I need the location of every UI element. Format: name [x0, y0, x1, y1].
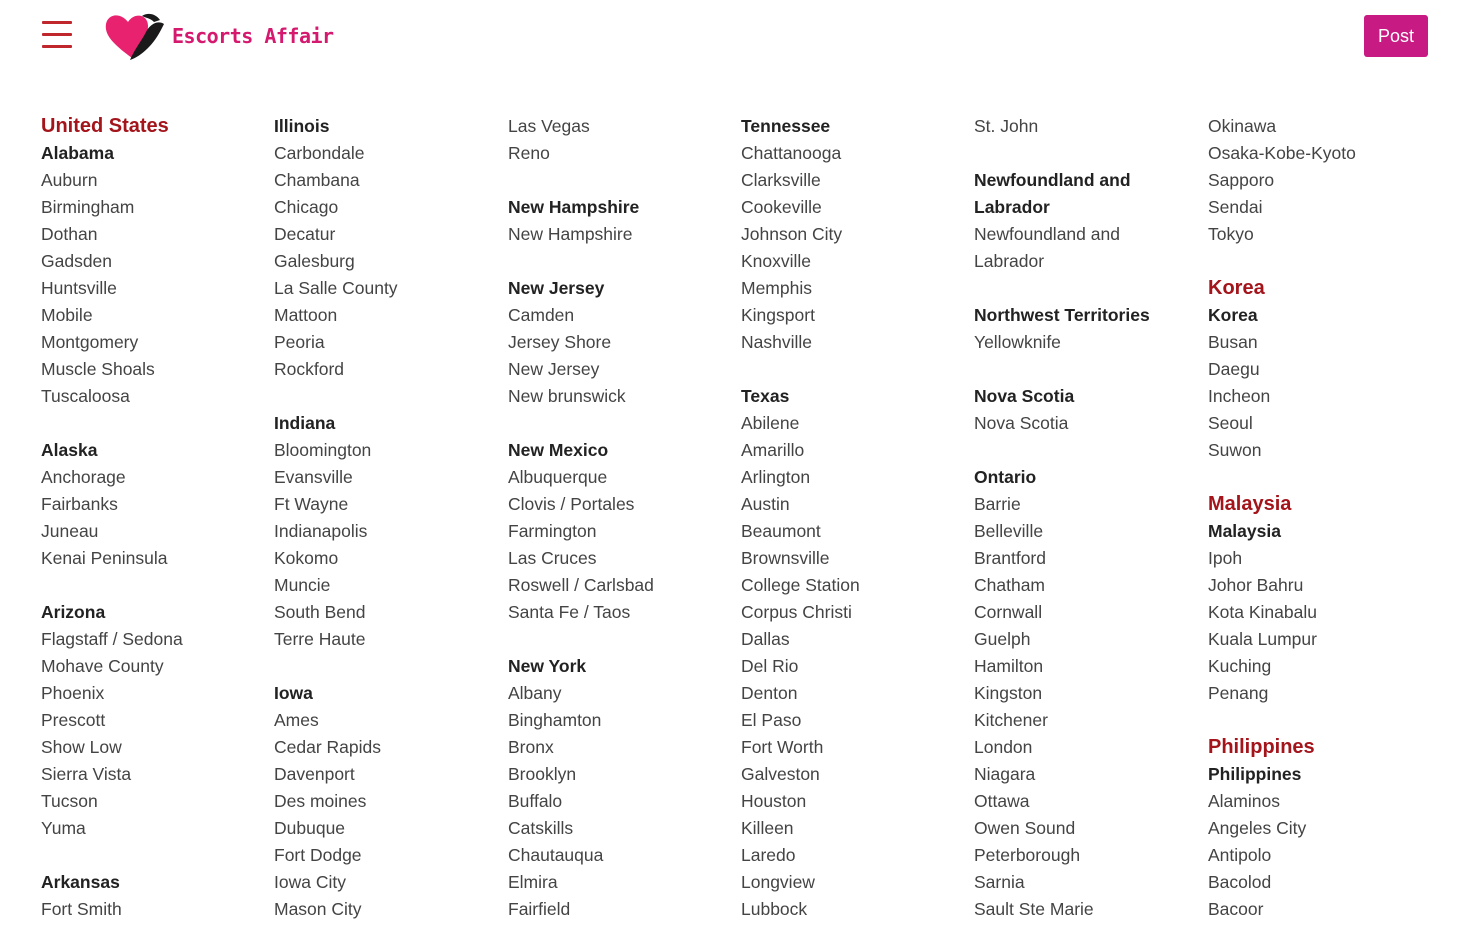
region-heading: New Hampshire [508, 197, 640, 217]
spacer [508, 410, 738, 437]
city-link[interactable]: Austin [741, 494, 790, 514]
city-link[interactable]: Birmingham [41, 197, 135, 217]
city-link[interactable]: Terre Haute [274, 629, 366, 649]
spacer [41, 842, 271, 869]
city-link[interactable]: Auburn [41, 170, 98, 190]
region-heading: Texas [741, 386, 790, 406]
city-link[interactable]: Albuquerque [508, 467, 608, 487]
city-link[interactable]: Suwon [1208, 440, 1262, 460]
city-link[interactable]: Cedar Rapids [274, 737, 381, 757]
menu-icon[interactable] [42, 19, 73, 50]
city-link[interactable]: Peoria [274, 332, 325, 352]
city-link[interactable]: Mason City [274, 899, 362, 919]
city-link[interactable]: Decatur [274, 224, 336, 244]
city-link[interactable]: Clovis / Portales [508, 494, 635, 514]
region-heading: Illinois [274, 116, 330, 136]
city-link[interactable]: Muncie [274, 575, 331, 595]
city-link[interactable]: Killeen [741, 818, 794, 838]
city-link[interactable]: Catskills [508, 818, 574, 838]
city-link[interactable]: Anchorage [41, 467, 126, 487]
city-link[interactable]: Penang [1208, 683, 1269, 703]
city-link[interactable]: La Salle County [274, 278, 398, 298]
city-link[interactable]: Guelph [974, 629, 1031, 649]
city-link[interactable]: Indianapolis [274, 521, 368, 541]
city-link[interactable]: Cookeville [741, 197, 822, 217]
city-link[interactable]: Brownsville [741, 548, 830, 568]
city-link[interactable]: Antipolo [1208, 845, 1272, 865]
city-link[interactable]: Buffalo [508, 791, 563, 811]
city-link[interactable]: Elmira [508, 872, 558, 892]
city-link[interactable]: Sendai [1208, 197, 1263, 217]
city-link[interactable]: Farmington [508, 521, 597, 541]
city-link[interactable]: Nashville [741, 332, 812, 352]
city-link[interactable]: Chattanooga [741, 143, 842, 163]
city-link[interactable]: Cornwall [974, 602, 1043, 622]
city-link[interactable]: Tucson [41, 791, 98, 811]
city-link[interactable]: Roswell / Carlsbad [508, 575, 654, 595]
region-heading: Indiana [274, 413, 336, 433]
city-link[interactable]: Tuscaloosa [41, 386, 130, 406]
city-link[interactable]: Busan [1208, 332, 1258, 352]
city-link[interactable]: Fort Worth [741, 737, 824, 757]
city-link[interactable]: El Paso [741, 710, 802, 730]
region-heading: Tennessee [741, 116, 831, 136]
city-link[interactable]: Iowa City [274, 872, 346, 892]
city-link[interactable]: Rockford [274, 359, 345, 379]
city-link[interactable]: Huntsville [41, 278, 117, 298]
city-link[interactable]: Nova Scotia [974, 413, 1069, 433]
city-link[interactable]: South Bend [274, 602, 366, 622]
logo-text: Escorts Affair [172, 24, 334, 48]
spacer [1208, 707, 1438, 734]
city-link[interactable]: Lubbock [741, 899, 808, 919]
region-heading: Ontario [974, 467, 1037, 487]
region-heading: Newfoundland and [974, 170, 1131, 190]
city-link[interactable]: Juneau [41, 521, 99, 541]
city-link[interactable]: New brunswick [508, 386, 626, 406]
city-link[interactable]: Des moines [274, 791, 367, 811]
region-heading: New York [508, 656, 587, 676]
city-link[interactable]: Johor Bahru [1208, 575, 1304, 595]
city-link[interactable]: Galesburg [274, 251, 355, 271]
city-link[interactable]: Houston [741, 791, 807, 811]
city-link[interactable]: Santa Fe / Taos [508, 602, 631, 622]
city-link[interactable]: Clarksville [741, 170, 821, 190]
city-link[interactable]: Beaumont [741, 521, 821, 541]
region-heading: Arizona [41, 602, 106, 622]
city-link[interactable]: Camden [508, 305, 575, 325]
city-link[interactable]: Las Vegas [508, 116, 590, 136]
city-link[interactable]: Okinawa [1208, 116, 1277, 136]
city-link[interactable]: Chautauqua [508, 845, 604, 865]
city-link[interactable]: Arlington [741, 467, 811, 487]
city-link[interactable]: Jersey Shore [508, 332, 612, 352]
city-link[interactable]: Peterborough [974, 845, 1081, 865]
city-link[interactable]: Owen Sound [974, 818, 1076, 838]
city-link[interactable]: Niagara [974, 764, 1036, 784]
city-link[interactable]: Mattoon [274, 305, 338, 325]
city-link[interactable]: Barrie [974, 494, 1021, 514]
city-link[interactable]: Evansville [274, 467, 353, 487]
region-heading: Alabama [41, 143, 114, 163]
spacer [974, 437, 1204, 464]
city-link[interactable]: Dubuque [274, 818, 346, 838]
region-heading: Philippines [1208, 764, 1302, 784]
spacer [274, 383, 504, 410]
spacer [508, 626, 738, 653]
location-directory [0, 113, 1479, 926]
city-link[interactable]: Davenport [274, 764, 355, 784]
heart-logo-icon [102, 10, 166, 62]
region-heading: Malaysia [1208, 521, 1281, 541]
region-heading: Alaska [41, 440, 98, 460]
city-link[interactable]: Kuala Lumpur [1208, 629, 1317, 649]
city-link[interactable]: Kingsport [741, 305, 815, 325]
region-heading: Iowa [274, 683, 313, 703]
city-link[interactable]: Hamilton [974, 656, 1044, 676]
city-link[interactable]: Yuma [41, 818, 86, 838]
spacer [1208, 248, 1438, 275]
city-link[interactable]: Johnson City [741, 224, 843, 244]
city-link[interactable]: Brantford [974, 548, 1046, 568]
country-heading: Korea [1208, 277, 1265, 299]
city-link[interactable]: Ames [274, 710, 319, 730]
country-heading: United States [41, 115, 169, 137]
column-6 [1208, 113, 1438, 923]
country-heading: Malaysia [1208, 493, 1292, 515]
city-link[interactable]: Show Low [41, 737, 122, 757]
city-link[interactable]: Fairbanks [41, 494, 118, 514]
region-heading: New Mexico [508, 440, 609, 460]
city-link[interactable]: Muscle Shoals [41, 359, 155, 379]
region-heading: New Jersey [508, 278, 605, 298]
city-link[interactable]: Fort Dodge [274, 845, 362, 865]
city-link[interactable]: Bronx [508, 737, 554, 757]
post-button[interactable]: Post [1364, 15, 1428, 57]
city-link[interactable]: Albany [508, 683, 562, 703]
city-link[interactable]: Chatham [974, 575, 1046, 595]
city-link[interactable]: Sierra Vista [41, 764, 132, 784]
city-link[interactable]: Angeles City [1208, 818, 1307, 838]
spacer [1208, 464, 1438, 491]
city-link[interactable]: Dothan [41, 224, 98, 244]
city-link[interactable]: Kuching [1208, 656, 1272, 676]
city-link[interactable]: Fairfield [508, 899, 571, 919]
city-link[interactable]: Mohave County [41, 656, 164, 676]
column-4 [741, 113, 971, 923]
city-link[interactable]: Incheon [1208, 386, 1271, 406]
city-link[interactable]: Kota Kinabalu [1208, 602, 1317, 622]
city-link[interactable]: Kenai Peninsula [41, 548, 168, 568]
city-link[interactable]: Binghamton [508, 710, 602, 730]
city-link[interactable]: Labrador [974, 251, 1045, 271]
city-link[interactable]: Chambana [274, 170, 360, 190]
city-link[interactable]: Prescott [41, 710, 106, 730]
spacer [508, 167, 738, 194]
column-3 [508, 113, 738, 923]
city-link[interactable]: Kingston [974, 683, 1043, 703]
city-link[interactable]: Tokyo [1208, 224, 1254, 244]
spacer [508, 248, 738, 275]
city-link[interactable]: Osaka-Kobe-Kyoto [1208, 143, 1356, 163]
city-link[interactable]: Memphis [741, 278, 812, 298]
spacer [41, 410, 271, 437]
city-link[interactable]: Sapporo [1208, 170, 1275, 190]
city-link[interactable]: Ottawa [974, 791, 1030, 811]
city-link[interactable]: London [974, 737, 1033, 757]
city-link[interactable]: Gadsden [41, 251, 113, 271]
city-link[interactable]: Bacoor [1208, 899, 1264, 919]
city-link[interactable]: Reno [508, 143, 550, 163]
city-link[interactable]: Knoxville [741, 251, 812, 271]
city-link[interactable]: Ipoh [1208, 548, 1243, 568]
city-link[interactable]: Carbondale [274, 143, 365, 163]
city-link[interactable]: Mobile [41, 305, 93, 325]
city-link[interactable]: Corpus Christi [741, 602, 852, 622]
city-link[interactable]: Yellowknife [974, 332, 1061, 352]
city-link[interactable]: Kokomo [274, 548, 339, 568]
spacer [274, 653, 504, 680]
city-link[interactable]: Longview [741, 872, 815, 892]
city-link[interactable]: Seoul [1208, 413, 1253, 433]
region-heading: Labrador [974, 197, 1050, 217]
column-2 [274, 113, 504, 923]
city-link[interactable]: New Hampshire [508, 224, 633, 244]
city-link[interactable]: Montgomery [41, 332, 139, 352]
spacer [974, 275, 1204, 302]
city-link[interactable]: Daegu [1208, 359, 1260, 379]
city-link[interactable]: Bacolod [1208, 872, 1272, 892]
spacer [41, 572, 271, 599]
city-link[interactable]: Sault Ste Marie [974, 899, 1094, 919]
spacer [741, 356, 971, 383]
region-heading: Nova Scotia [974, 386, 1075, 406]
city-link[interactable]: Denton [741, 683, 798, 703]
city-link[interactable]: College Station [741, 575, 860, 595]
spacer [974, 356, 1204, 383]
spacer [974, 140, 1204, 167]
site-logo[interactable] [102, 10, 334, 62]
city-link[interactable]: Bloomington [274, 440, 372, 460]
city-link[interactable]: Kitchener [974, 710, 1048, 730]
city-link[interactable]: Amarillo [741, 440, 805, 460]
column-5 [974, 113, 1204, 923]
city-link[interactable]: Belleville [974, 521, 1044, 541]
city-link[interactable]: Newfoundland and [974, 224, 1120, 244]
city-link[interactable]: New Jersey [508, 359, 600, 379]
city-link[interactable]: Phoenix [41, 683, 105, 703]
city-link[interactable]: Dallas [741, 629, 790, 649]
country-heading: Philippines [1208, 736, 1315, 758]
city-link[interactable]: Fort Smith [41, 899, 122, 919]
city-link[interactable]: Abilene [741, 413, 800, 433]
city-link[interactable]: Sarnia [974, 872, 1025, 892]
city-link[interactable]: Del Rio [741, 656, 799, 676]
region-heading: Northwest Territories [974, 305, 1150, 325]
city-link[interactable]: Brooklyn [508, 764, 577, 784]
column-1 [41, 113, 271, 923]
region-heading: Arkansas [41, 872, 120, 892]
city-link[interactable]: Ft Wayne [274, 494, 349, 514]
region-heading: Korea [1208, 305, 1258, 325]
city-link[interactable]: Galveston [741, 764, 820, 784]
city-link[interactable]: Flagstaff / Sedona [41, 629, 183, 649]
city-link[interactable]: Las Cruces [508, 548, 597, 568]
city-link[interactable]: Chicago [274, 197, 339, 217]
city-link[interactable]: Laredo [741, 845, 796, 865]
city-link[interactable]: St. John [974, 116, 1039, 136]
city-link[interactable]: Alaminos [1208, 791, 1280, 811]
